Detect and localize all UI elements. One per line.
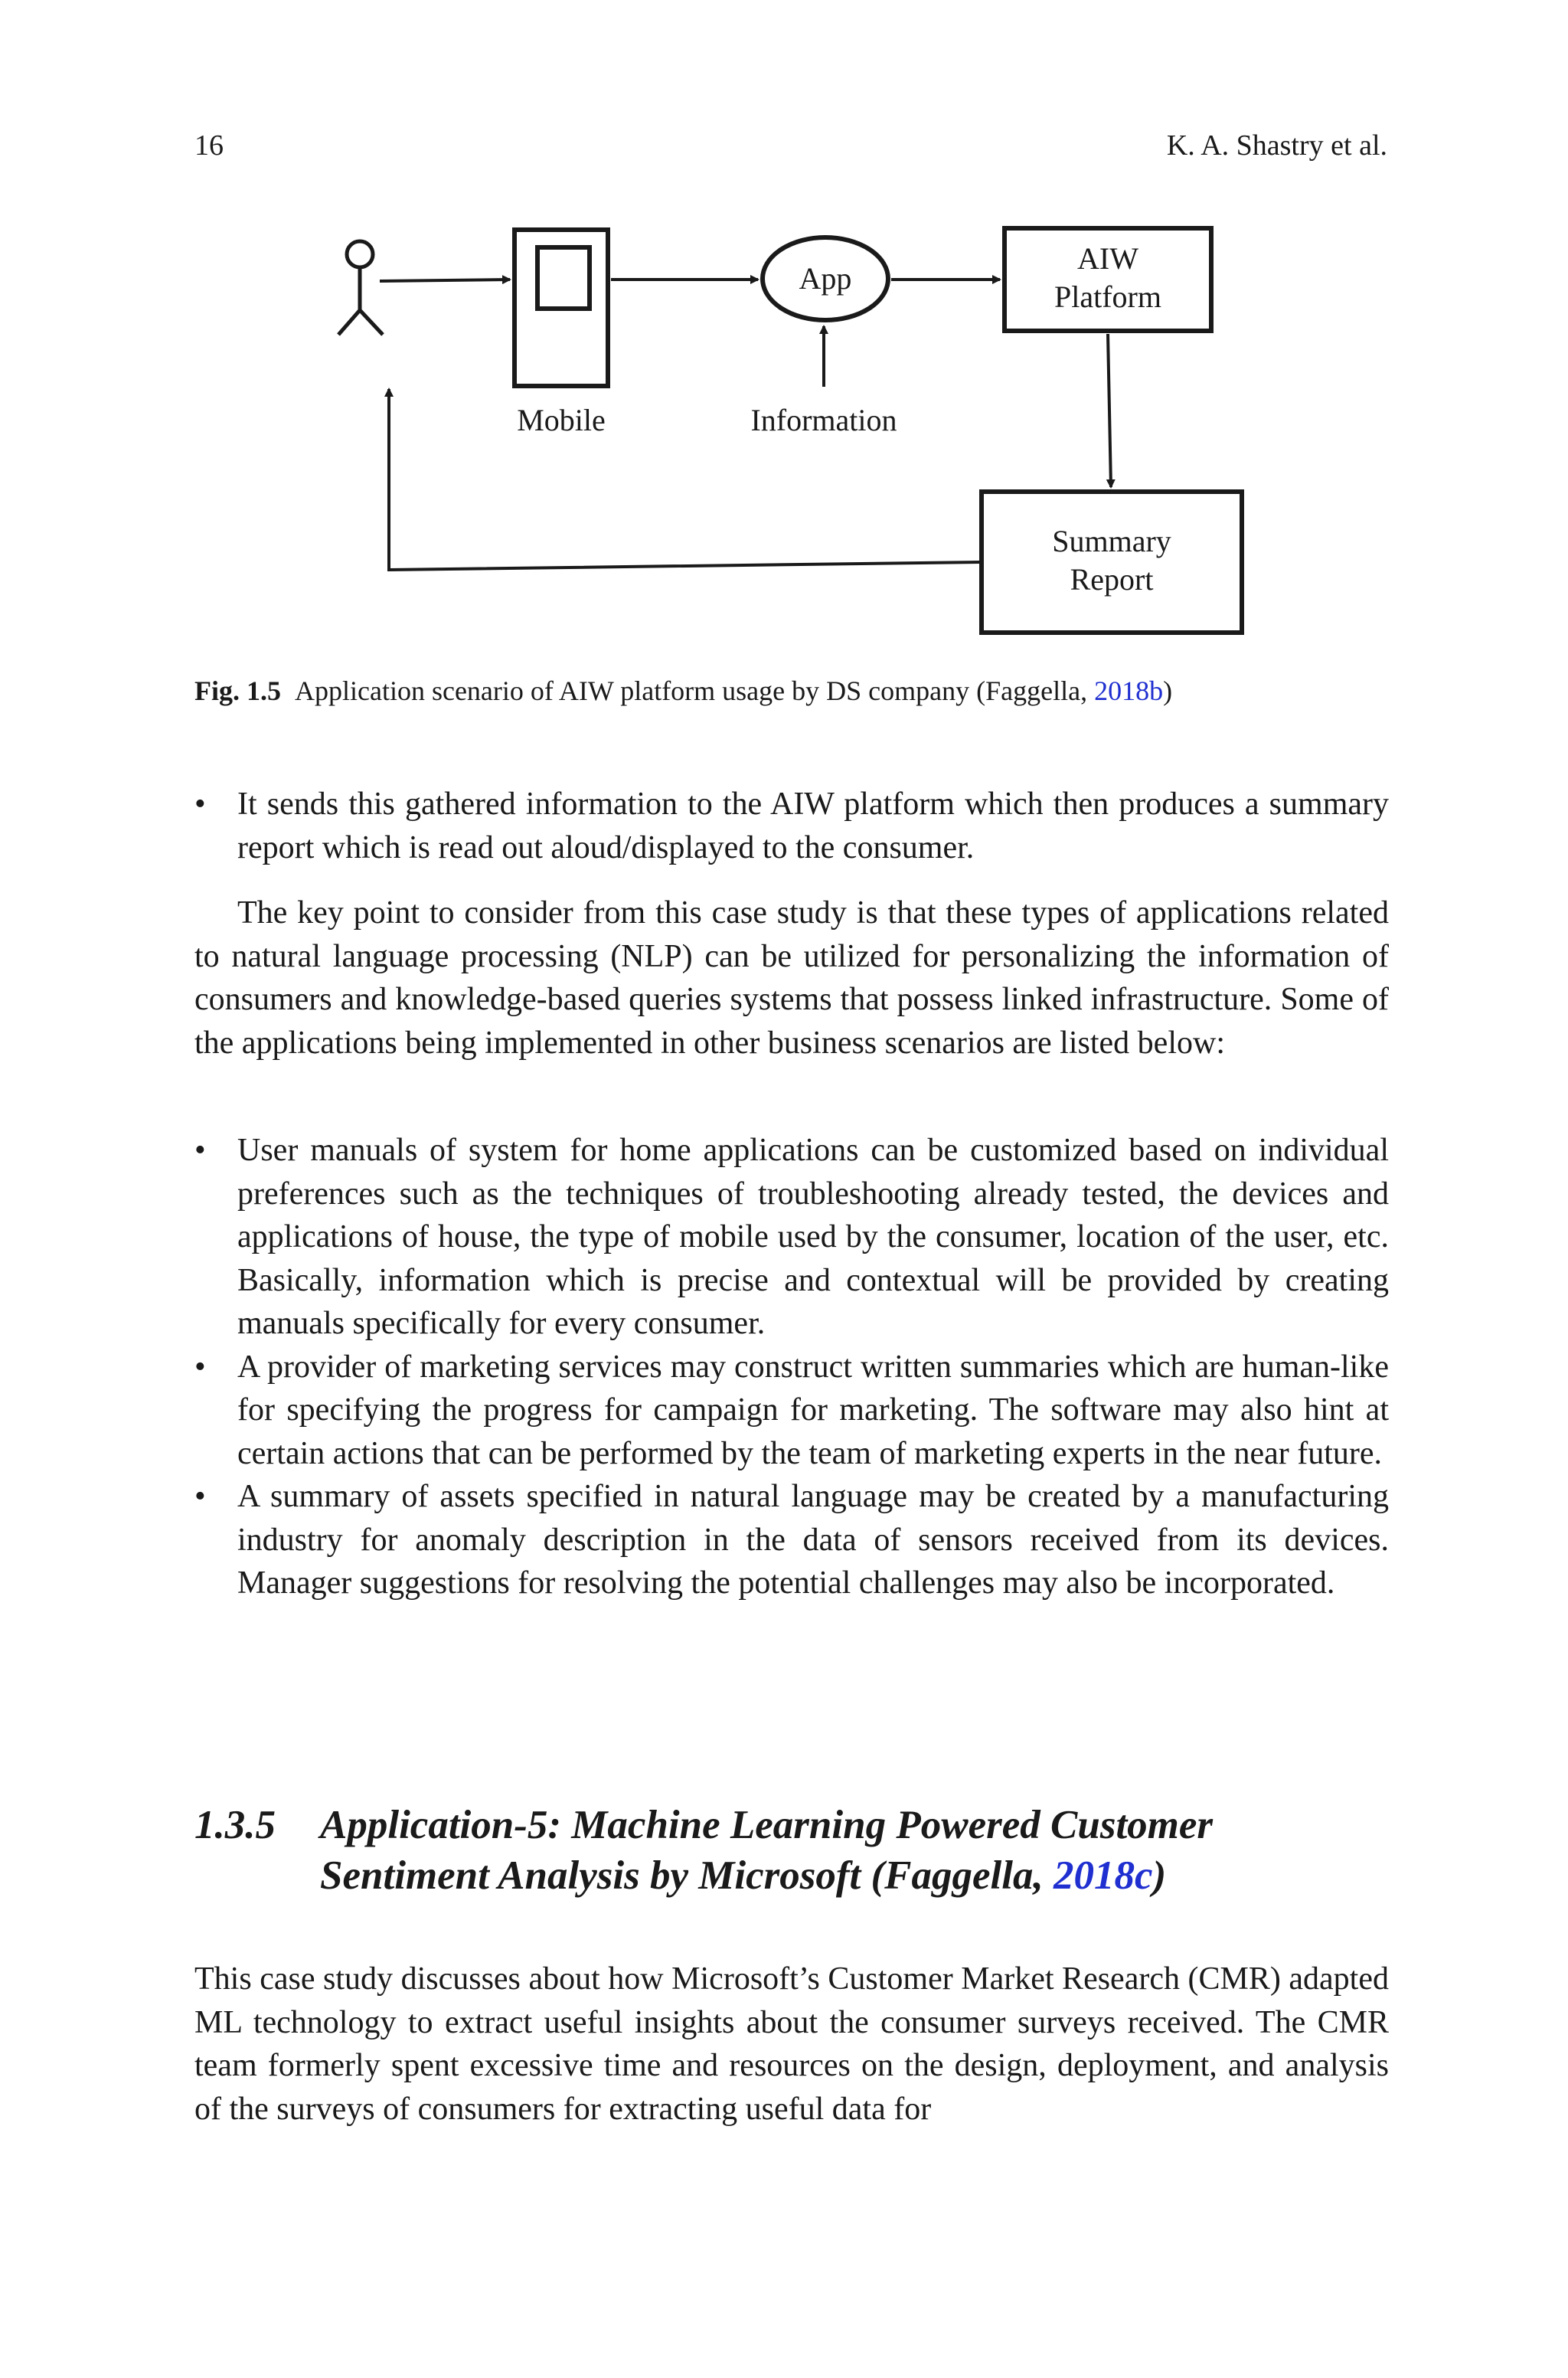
mobile-device-icon bbox=[514, 230, 608, 386]
page-number: 16 bbox=[194, 129, 224, 162]
aiw-platform-label-line2: Platform bbox=[1054, 280, 1161, 314]
paragraph-text: This case study discusses about how Microsoft’s Customer Market Research (CMR) adapted ML technology to extract useful insights about the consumer surveys received. The CMR team formerly spent excessive time and resources on the design, deployment, and analysis of the surveys of consumers for extracting useful data for bbox=[194, 1961, 1389, 2127]
running-head: K. A. Shastry et al. bbox=[1166, 129, 1387, 162]
summary-report-label-line1: Summary bbox=[1052, 524, 1171, 558]
section-number: 1.3.5 bbox=[194, 1803, 276, 1847]
bullet-marker: • bbox=[194, 1133, 206, 1168]
bullet-marker: • bbox=[194, 1349, 206, 1385]
diagram-svg bbox=[0, 0, 1568, 689]
bullet-marker: • bbox=[194, 1479, 206, 1514]
bullet-text: User manuals of system for home applications can be customized based on individual preferences such as the techniques of troubleshooting already tested, the devices and applications of house, the type of mobile used by the consumer, location of the user, etc. Basically, information which is precise and contextual will be provided by creating manuals specifically for every consumer. bbox=[237, 1133, 1389, 1341]
user-icon bbox=[338, 241, 383, 335]
section-title-suffix: ) bbox=[1152, 1853, 1167, 1898]
bullet-marker: • bbox=[194, 787, 206, 822]
bullet-list-top bbox=[194, 783, 1389, 869]
list-item bbox=[194, 1475, 1389, 1605]
mobile-label: Mobile bbox=[517, 403, 606, 437]
section-title-text: Application-5: Machine Learning Powered Customer Sentiment Analysis by Microsoft (Faggella, bbox=[320, 1803, 1214, 1898]
section-heading bbox=[194, 1800, 1389, 1901]
figure-caption-suffix: ) bbox=[1163, 675, 1173, 706]
list-item bbox=[194, 1129, 1389, 1346]
bullets-main-block bbox=[194, 1129, 1389, 1605]
list-item bbox=[194, 783, 1389, 869]
bullets-top-block bbox=[194, 783, 1389, 869]
section-title bbox=[320, 1800, 1389, 1901]
information-label: Information bbox=[750, 403, 897, 437]
bullet-text: It sends this gathered information to the AIW platform which then produces a summary report which is read out aloud/displayed to the consumer. bbox=[237, 787, 1389, 865]
summary-report-label-line2: Report bbox=[1070, 562, 1154, 597]
citation-link-2018b[interactable]: 2018b bbox=[1094, 675, 1164, 706]
bullet-text: A provider of marketing services may construct written summaries which are human-like for specifying the progress for campaign for marketing. The software may also hint at certain actions that can be performed by the team of marketing experts in the near future. bbox=[237, 1349, 1389, 1471]
arrow-platform-to-report bbox=[1108, 334, 1111, 487]
aiw-platform-label-line1: AIW bbox=[1077, 241, 1138, 276]
citation-link-2018c[interactable]: 2018c bbox=[1053, 1853, 1153, 1898]
arrow-user-to-mobile bbox=[380, 280, 510, 281]
figure-label: Fig. 1.5 bbox=[194, 675, 281, 706]
paragraph-text: The key point to consider from this case study is that these types of applications related to natural language processing (NLP) can be utilized for personalizing the information of consumers and knowledge-based queries systems that possess linked infrastructure. Some of the applications being implemented in other business scenarios are listed below: bbox=[194, 895, 1389, 1061]
paragraph-key-point bbox=[194, 891, 1389, 1065]
list-item bbox=[194, 1346, 1389, 1476]
paragraph-cmr bbox=[194, 1958, 1389, 2131]
figure-aiw-scenario bbox=[0, 0, 1568, 689]
app-label: App bbox=[799, 261, 852, 296]
bullet-list-main bbox=[194, 1129, 1389, 1605]
figure-caption-text: Application scenario of AIW platform usage by DS company (Faggella, bbox=[295, 675, 1095, 706]
figure-caption bbox=[194, 674, 1389, 708]
bullet-text: A summary of assets specified in natural language may be created by a manufacturing industry for anomaly description in the data of sensors received from its devices. Manager suggestions for resolving the potential challenges may also be incorporated. bbox=[237, 1479, 1389, 1601]
